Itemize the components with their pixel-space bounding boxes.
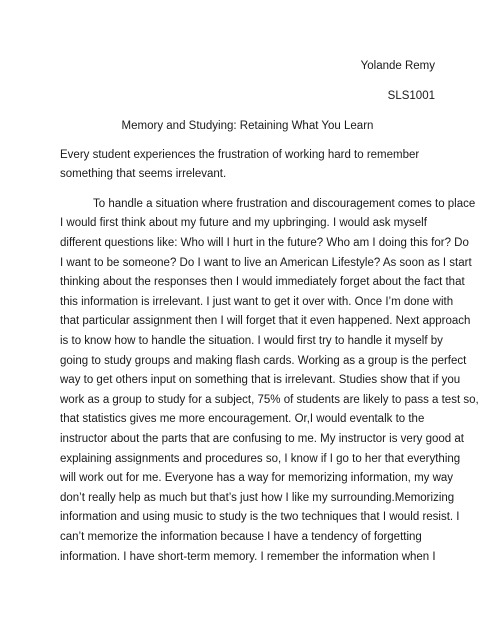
paragraph-line: will work out for me. Everyone has a way for memorizing information, my way — [60, 472, 454, 484]
paragraph-line: going to study groups and making flash cards. Working as a group is the perfect — [60, 355, 467, 367]
paragraph-line: I would first think about my future and my upbringing. I would ask myself — [60, 217, 427, 229]
paragraph-line: way to get others input on something that is irrelevant. Studies show that if you — [60, 374, 461, 386]
paragraph-line: that statistics gives me more encouragement. Or,I would eventalk to the — [60, 413, 425, 425]
paragraph-line: To handle a situation where frustration and discouragement comes to place — [93, 198, 476, 210]
paragraph-line: information and using music to study is the two techniques that I would resist. I — [60, 511, 460, 523]
paragraph-line: instructor about the parts that are confusing to me. My instructor is very good at — [60, 433, 464, 445]
paragraph-line: explaining assignments and procedures so, I know if I go to her that everything — [60, 453, 461, 465]
paragraph-line: this information is irrelevant. I just want to get it over with. Once I’m done with — [60, 296, 454, 308]
essay-title: Memory and Studying: Retaining What You Learn — [121, 120, 374, 132]
paragraph-line: that particular assignment then I will forget that it even happened. Next approach — [60, 315, 471, 327]
paragraph-line: can’t memorize the information because I have a tendency of forgetting — [60, 531, 422, 543]
paragraph-line: something that seems irrelevant. — [60, 168, 227, 180]
paragraph-line: Every student experiences the frustration of working hard to remember — [60, 149, 420, 161]
paragraph-line: thinking about the responses then I would immediately forget about the fact that — [60, 276, 465, 288]
paragraph-line: is to know how to handle the situation. I would first try to handle it myself by — [60, 335, 443, 347]
paragraph-line: I want to be someone? Do I want to live an American Lifestyle? As soon as I start — [60, 257, 472, 269]
paragraph-line: information. I have short-term memory. I remember the information when I — [60, 551, 436, 563]
paragraph-line: don’t really help as much but that’s just how I like my surrounding.Memorizing — [60, 492, 455, 504]
paragraph-line: work as a group to study for a subject, 75% of students are likely to pass a test so, — [60, 394, 479, 406]
author-name: Yolande Remy — [360, 60, 435, 72]
course-code: SLS1001 — [387, 90, 435, 102]
paragraph-line: different questions like: Who will I hurt in the future? Who am I doing this for? Do — [60, 237, 469, 249]
